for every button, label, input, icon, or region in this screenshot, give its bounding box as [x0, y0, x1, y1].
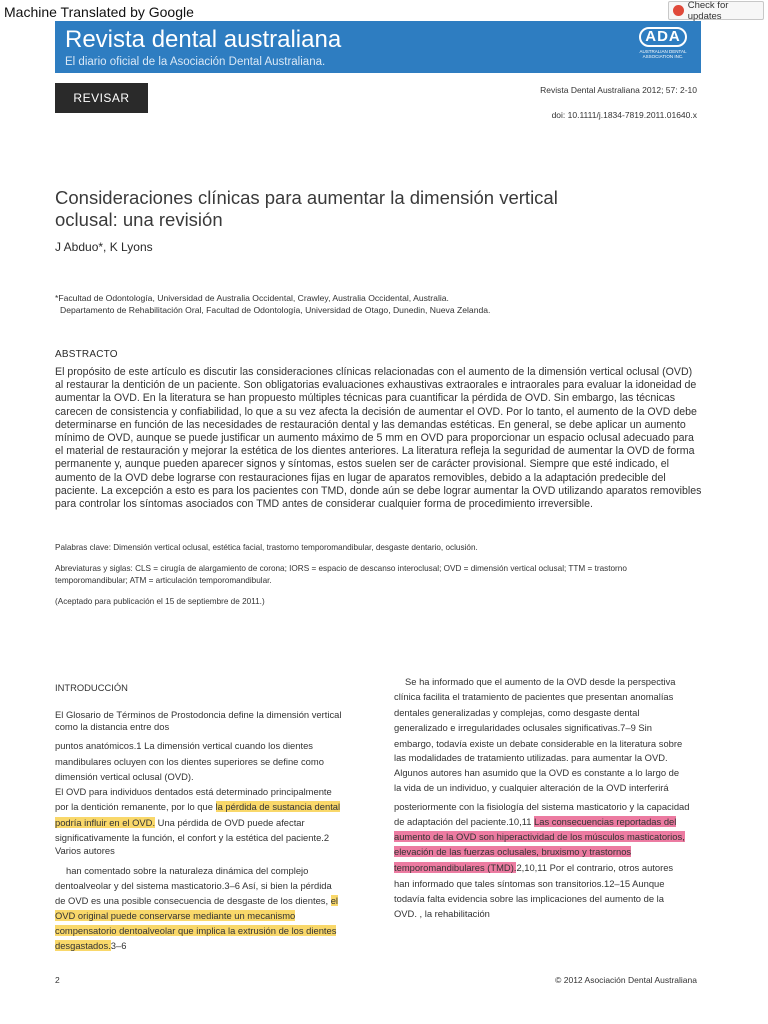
- highlight-pink: Las consecuencias reportadas del: [534, 816, 677, 827]
- introduction-heading: INTRODUCCIÓN: [55, 682, 128, 693]
- abbreviations: [55, 563, 703, 587]
- right-line: Se ha informado que el aumento de la OVD desde la perspectiva: [405, 676, 676, 687]
- abstract-text: El propósito de este artículo es discutir las consideraciones clínicas relacionadas con el aumento de la dimensión vertical oclusal (OVD) al restaurar la dentición de un paciente. Son obligatorias evaluaciones exhaustivas extraorales e intraorales para evaluar la idoneidad de aumentar la OVD. En la literatura se han propuesto múltiples técnicas para cuantificar la pérdida de OVD. Sin embargo, las técnicas carecen de consistencia y confiabilidad, lo que a su vez afecta la decisión de aumentar el OVD. Por lo tanto, el aumento de la OVD debe determinarse en función de las necesidades de restauración dental y las demandas estéticas. En general, se debe aplicar un aumento mínimo de OVD, aunque se puede justificar un aumento máximo de 5 mm en OVD para proporcionar un espacio oclusal adecuado para el material de restauración y mejorar la estética de los dientes anteriores. La literatura refleja la seguridad de aumentar la OVD de forma permanente y, aunque pueden aparecer signos y síntomas, estos suelen ser de carácter provisional. Siempre que esté indicado, el aumento de la OVD debe lograrse con restauraciones fijas en lugar de aparatos removibles, debido a la adaptación predecible del paciente. La excepción a esto es para los pacientes con TMD, donde aún se debe lograr aumentar la OVD utilizando aparatos removibles para controlar los síntomas asociados con TMD antes de considerar cualquier forma de procedimiento irreversible.: [55, 366, 702, 511]
- highlight-pink: elevación de las fuerzas oclusales, bruxismo y trastornos: [394, 846, 632, 857]
- accepted-date: (Aceptado para publicación el 15 de septiembre de 2011.): [55, 597, 265, 606]
- right-line: embargo, todavía existe un debate considerable en la literatura sobre: [394, 738, 683, 749]
- highlight-yellow: el: [330, 895, 338, 906]
- left-line: [55, 925, 336, 936]
- ada-logo: [633, 27, 693, 67]
- article-type-label: REVISAR: [55, 83, 148, 113]
- highlight-pink: aumento de la OVD son hiperactividad de los músculos masticatorios,: [394, 831, 685, 842]
- text-span: Una pérdida de OVD puede afectar: [155, 817, 305, 828]
- affiliation-1: *Facultad de Odontología, Universidad de Australia Occidental, Crawley, Australia Occidental, Australia.: [55, 293, 449, 303]
- right-line: [394, 816, 676, 827]
- right-line: [394, 862, 673, 873]
- highlight-yellow: la pérdida de sustancia dental: [215, 801, 341, 812]
- highlight-yellow: OVD original puede conservarse mediante un mecanismo: [55, 910, 296, 921]
- text-span: 2,10,11 Por el contrario, otros autores: [516, 862, 674, 873]
- highlight-yellow: desgastados.: [55, 940, 111, 951]
- right-line: [394, 846, 631, 857]
- affiliation-2: Departamento de Rehabilitación Oral, Facultad de Odontología, Universidad de Otago, Dunedin, Nueva Zelanda.: [60, 305, 491, 315]
- abstract-heading: ABSTRACTO: [55, 349, 118, 360]
- highlight-yellow: compensatorio dentoalveolar que implica la extrusión de los dientes: [55, 925, 337, 936]
- left-line: como la distancia entre dos: [55, 721, 170, 732]
- highlight-yellow: podría influir en el OVD.: [55, 817, 156, 828]
- title-line-1: Consideraciones clínicas para aumentar la dimensión vertical: [55, 187, 558, 208]
- doi-link[interactable]: doi: 10.1111/j.1834-7819.2011.01640.x: [551, 110, 697, 120]
- left-line: significativamente la función, el confort y la estética del paciente.2: [55, 832, 330, 843]
- keywords: Palabras clave: Dimensión vertical oclusal, estética facial, trastorno temporomandibular, desgaste dentario, oclusión.: [55, 543, 478, 552]
- copyright: © 2012 Asociación Dental Australiana: [555, 975, 697, 985]
- right-line: todavía falta evidencia sobre las implicaciones del aumento de la: [394, 893, 664, 904]
- check-for-updates-button[interactable]: [668, 1, 764, 20]
- right-line: clínica facilita el tratamiento de pacientes que presentan anomalías: [394, 691, 674, 702]
- ada-logo-subtext: AUSTRALIAN DENTAL ASSOCIATION INC.: [639, 49, 687, 59]
- affiliations: [55, 292, 675, 316]
- update-badge-icon: [673, 5, 684, 16]
- left-line: mandibulares ocluyen con los dientes superiores se define como: [55, 756, 324, 767]
- left-line: [55, 895, 338, 906]
- text-span: 3–6: [110, 940, 127, 951]
- journal-title: Revista dental australiana: [65, 26, 342, 53]
- left-line: [55, 910, 295, 921]
- left-line: Varios autores: [55, 845, 115, 856]
- right-line: OVD. , la rehabilitación: [394, 908, 490, 919]
- page-number: 2: [55, 975, 60, 985]
- left-line: [55, 940, 126, 951]
- right-line: posteriormente con la fisiología del sistema masticatorio y la capacidad: [394, 801, 690, 812]
- text-span: por la dentición remanente, por lo que: [55, 801, 216, 812]
- right-line: la vida de un individuo, y cualquier alteración de la OVD interferirá: [394, 782, 669, 793]
- left-line: han comentado sobre la naturaleza dinámica del complejo: [66, 865, 309, 876]
- left-line: [55, 817, 305, 828]
- check-for-updates-label: Check for updates: [687, 0, 729, 22]
- text-span: de OVD es una posible consecuencia de desgaste de los dientes,: [55, 895, 331, 906]
- citation: Revista Dental Australiana 2012; 57: 2-10: [540, 85, 697, 95]
- left-line: El Glosario de Términos de Prostodoncia define la dimensión vertical: [55, 709, 342, 720]
- right-line: dentales generalizadas y complejas, como desgaste dental: [394, 707, 640, 718]
- left-line: dentoalveolar y del sistema masticatorio.3–6 Así, si bien la pérdida: [55, 880, 332, 891]
- authors: J Abduo*, K Lyons: [55, 240, 153, 254]
- journal-subtitle: El diario oficial de la Asociación Dental Australiana.: [65, 56, 326, 68]
- left-line: [55, 801, 340, 812]
- left-line: puntos anatómicos.1 La dimensión vertical cuando los dientes: [55, 740, 313, 751]
- right-line: Algunos autores han asumido que la OVD es constante a lo largo de: [394, 767, 680, 778]
- right-line: generalizado e irregularidades oclusales significativas.7–9 Sin: [394, 722, 652, 733]
- machine-translated-label: Machine Translated by Google: [4, 4, 194, 20]
- right-line: han informado que tales síntomas son transitorios.12–15 Aunque: [394, 878, 665, 889]
- right-line: [394, 831, 685, 842]
- ada-logo-text: ADA: [639, 27, 687, 47]
- right-line: las modalidades de tratamiento utilizadas. para aumentar la OVD.: [394, 752, 668, 763]
- journal-banner: [55, 21, 701, 73]
- left-line: El OVD para individuos dentados está determinado principalmente: [55, 786, 332, 797]
- abbreviations-line-1: Abreviaturas y siglas: CLS = cirugía de alargamiento de corona; IORS = espacio de descanso interoclusal; OVD = dimensión vertical oclusal; TTM = trastorno: [55, 564, 627, 573]
- abbreviations-line-2: temporomandibular; ATM = articulación temporomandibular.: [55, 576, 272, 585]
- title-line-2: oclusal: una revisión: [55, 209, 223, 230]
- article-title: [55, 187, 655, 231]
- text-span: de adaptación del paciente.10,11: [394, 816, 535, 827]
- highlight-pink: temporomandibulares (TMD).: [394, 862, 517, 873]
- left-line: dimensión vertical oclusal (OVD).: [55, 771, 194, 782]
